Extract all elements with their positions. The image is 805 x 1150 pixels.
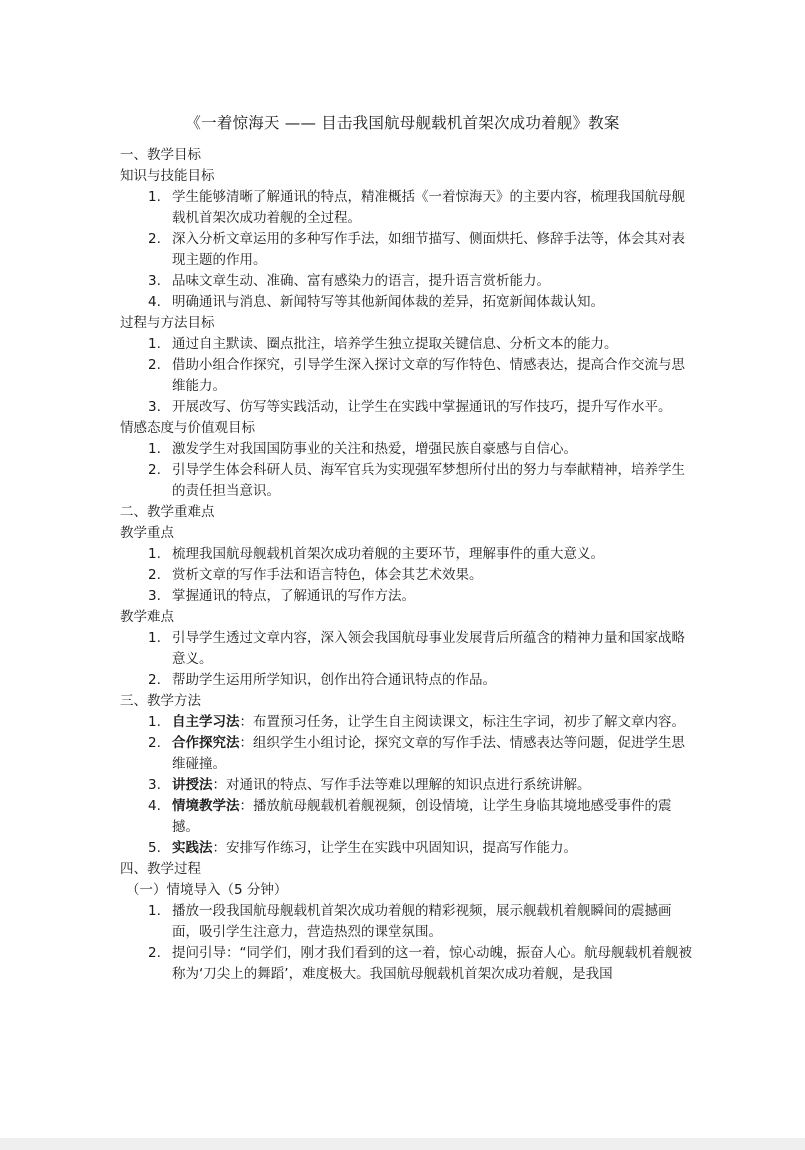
- list-item: [120, 460, 695, 502]
- list-number: 2.: [148, 735, 161, 751]
- list-item: [120, 796, 695, 838]
- list-number: 3.: [148, 273, 161, 289]
- list-item-text: ：组织学生小组讨论，探究文章的写作手法、情感表达等问题，促进学生思维碰撞。: [172, 735, 685, 772]
- list-item: [120, 838, 695, 859]
- list-item: [120, 334, 695, 355]
- method-label: 讲授法: [172, 777, 213, 793]
- section-heading: 三、教学方法: [120, 693, 201, 709]
- list-item: [120, 670, 695, 691]
- list-number: 4.: [148, 798, 161, 814]
- numbered-list: [120, 439, 695, 502]
- subsection-heading: 教学重点: [120, 525, 174, 541]
- list-item: [120, 943, 695, 985]
- list-item-text: 深入分析文章运用的多种写作手法，如细节描写、侧面烘托、修辞手法等，体会其对表现主题的作用。: [172, 231, 685, 268]
- list-item-text: 学生能够清晰了解通讯的特点，精准概括《一着惊海天》的主要内容，梳理我国航母舰载机首架次成功着舰的全过程。: [172, 189, 685, 226]
- list-item-text: 品味文章生动、准确、富有感染力的语言，提升语言赏析能力。: [172, 273, 550, 289]
- list-item-text: 通过自主默读、圈点批注，培养学生独立提取关键信息、分析文本的能力。: [172, 336, 618, 352]
- list-number: 2.: [148, 357, 161, 373]
- list-item-text: ：布置预习任务，让学生自主阅读课文，标注生字词，初步了解文章内容。: [239, 714, 685, 730]
- list-item-text: 提问引导：“同学们，刚才我们看到的这一着，惊心动魄，振奋人心。航母舰载机着舰被称为‘刀尖上的舞蹈’，难度极大。我国航母舰载机首架次成功着舰，是我国: [172, 945, 692, 982]
- list-item: [120, 271, 695, 292]
- list-item-text: 掌握通讯的特点，了解通讯的写作方法。: [172, 588, 415, 604]
- list-item-text: 梳理我国航母舰载机首架次成功着舰的主要环节，理解事件的重大意义。: [172, 546, 604, 562]
- list-number: 3.: [148, 399, 161, 415]
- list-item: [120, 187, 695, 229]
- list-item: [120, 544, 695, 565]
- list-item: [120, 628, 695, 670]
- list-number: 1.: [148, 903, 161, 919]
- list-number: 5.: [148, 840, 161, 856]
- subsection-heading: （一）情境导入（5 分钟）: [126, 882, 288, 898]
- list-item-text: ：对通讯的特点、写作手法等难以理解的知识点进行系统讲解。: [212, 777, 591, 793]
- section-heading: 四、教学过程: [120, 861, 201, 877]
- list-item: [120, 397, 695, 418]
- section-heading: 二、教学重难点: [120, 504, 215, 520]
- numbered-list: [120, 187, 695, 313]
- list-item: [120, 712, 695, 733]
- method-label: 合作探究法: [172, 735, 240, 751]
- list-number: 3.: [148, 777, 161, 793]
- list-number: 4.: [148, 294, 161, 310]
- subsection-heading: 情感态度与价值观目标: [120, 420, 255, 436]
- method-label: 自主学习法: [172, 714, 240, 730]
- numbered-list: [120, 712, 695, 859]
- list-item: [120, 292, 695, 313]
- numbered-list: [120, 901, 695, 985]
- list-number: 1.: [148, 336, 161, 352]
- list-item: [120, 733, 695, 775]
- list-number: 3.: [148, 588, 161, 604]
- subsection-heading: 过程与方法目标: [120, 315, 215, 331]
- document-body: [120, 145, 695, 985]
- list-number: 2.: [148, 567, 161, 583]
- list-number: 1.: [148, 714, 161, 730]
- list-item-text: ：播放航母舰载机着舰视频，创设情境，让学生身临其境地感受事件的震撼。: [172, 798, 672, 835]
- list-item-text: 开展改写、仿写等实践活动，让学生在实践中掌握通讯的写作技巧，提升写作水平。: [172, 399, 672, 415]
- list-item-text: ：安排写作练习，让学生在实践中巩固知识，提高写作能力。: [212, 840, 577, 856]
- list-item-text: 引导学生体会科研人员、海军官兵为实现强军梦想所付出的努力与奉献精神，培养学生的责任担当意识。: [172, 462, 685, 499]
- list-item: [120, 229, 695, 271]
- subsection-heading: 知识与技能目标: [120, 168, 215, 184]
- list-number: 2.: [148, 672, 161, 688]
- list-item: [120, 565, 695, 586]
- numbered-list: [120, 334, 695, 418]
- list-number: 1.: [148, 441, 161, 457]
- section-heading: 一、教学目标: [120, 147, 201, 163]
- list-item: [120, 355, 695, 397]
- method-label: 实践法: [172, 840, 213, 856]
- list-item-text: 借助小组合作探究，引导学生深入探讨文章的写作特色、情感表达，提高合作交流与思维能力。: [172, 357, 685, 394]
- list-number: 1.: [148, 546, 161, 562]
- numbered-list: [120, 628, 695, 691]
- numbered-list: [120, 544, 695, 607]
- list-item-text: 引导学生透过文章内容，深入领会我国航母事业发展背后所蕴含的精神力量和国家战略意义。: [172, 630, 685, 667]
- list-item-text: 帮助学生运用所学知识，创作出符合通讯特点的作品。: [172, 672, 496, 688]
- list-item: [120, 775, 695, 796]
- list-item-text: 播放一段我国航母舰载机首架次成功着舰的精彩视频，展示舰载机着舰瞬间的震撼画面，吸引学生注意力，营造热烈的课堂氛围。: [172, 903, 672, 940]
- list-item-text: 明确通讯与消息、新闻特写等其他新闻体裁的差异，拓宽新闻体裁认知。: [172, 294, 604, 310]
- list-item: [120, 901, 695, 943]
- list-number: 2.: [148, 462, 161, 478]
- list-item: [120, 439, 695, 460]
- list-item-text: 激发学生对我国国防事业的关注和热爱，增强民族自豪感与自信心。: [172, 441, 577, 457]
- list-number: 2.: [148, 231, 161, 247]
- document-title: 《一着惊海天 —— 目击我国航母舰载机首架次成功着舰》教案: [185, 114, 620, 132]
- method-label: 情境教学法: [172, 798, 240, 814]
- list-number: 1.: [148, 189, 161, 205]
- list-number: 1.: [148, 630, 161, 646]
- list-item-text: 赏析文章的写作手法和语言特色，体会其艺术效果。: [172, 567, 483, 583]
- list-number: 2.: [148, 945, 161, 961]
- subsection-heading: 教学难点: [120, 609, 174, 625]
- list-item: [120, 586, 695, 607]
